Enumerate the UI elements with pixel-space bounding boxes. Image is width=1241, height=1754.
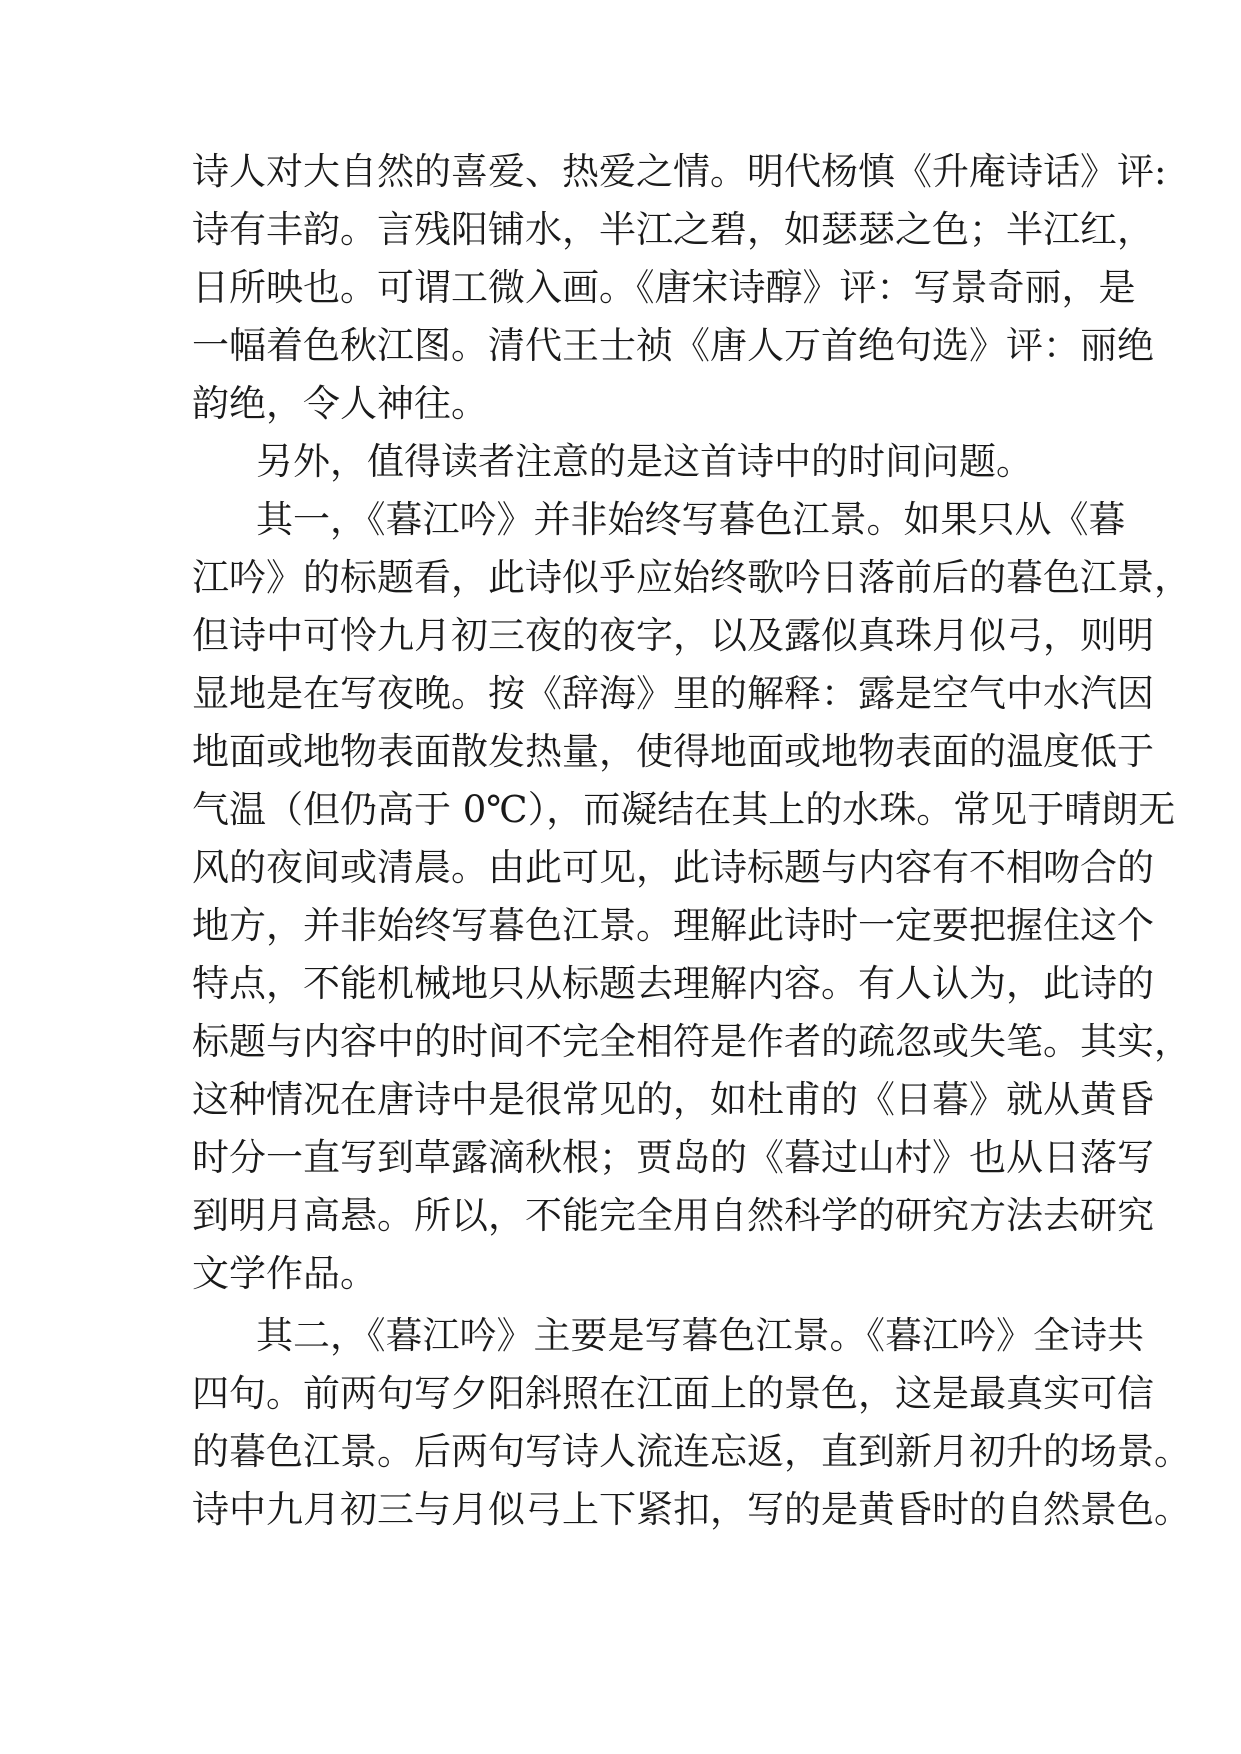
paragraph-first-line: 另外，值得读者注意的是这首诗中的时间问题。 (256, 440, 1033, 483)
text-line: 四句。前两句写夕阳斜照在江面上的景色，这是最真实可信 (192, 1372, 1154, 1415)
text-line: 江吟》的标题看，此诗似乎应始终歌吟日落前后的暮色江景， (192, 556, 1191, 599)
text-line: 一幅着色秋江图。清代王士祯《唐人万首绝句选》评：丽绝 (192, 324, 1154, 367)
text-line: 文学作品。 (192, 1252, 377, 1295)
text-line: 诗有丰韵。言残阳铺水，半江之碧，如瑟瑟之色；半江红， (192, 208, 1154, 251)
text-line: 地方，并非始终写暮色江景。理解此诗时一定要把握住这个 (192, 904, 1154, 947)
text-line: 诗中九月初三与月似弓上下紧扣，写的是黄昏时的自然景色。 (192, 1488, 1191, 1531)
text-line: 特点，不能机械地只从标题去理解内容。有人认为，此诗的 (192, 962, 1154, 1005)
text-line: 标题与内容中的时间不完全相符是作者的疏忽或失笔。其实， (192, 1020, 1191, 1063)
text-line: 诗人对大自然的喜爱、热爱之情。明代杨慎《升庵诗话》评: (192, 150, 1167, 193)
text-line: 到明月高悬。所以，不能完全用自然科学的研究方法去研究 (192, 1194, 1154, 1237)
text-line: 时分一直写到草露滴秋根；贾岛的《暮过山村》也从日落写 (192, 1136, 1154, 1179)
text-line: 显地是在写夜晚。按《辞海》里的解释：露是空气中水汽因 (192, 672, 1154, 715)
text-line: 气温（但仍高于 0℃），而凝结在其上的水珠。常见于晴朗无 (192, 788, 1176, 831)
text-line: 地面或地物表面散发热量，使得地面或地物表面的温度低于 (192, 730, 1154, 773)
text-line: 风的夜间或清晨。由此可见，此诗标题与内容有不相吻合的 (192, 846, 1154, 889)
text-line: 但诗中可怜九月初三夜的夜字，以及露似真珠月似弓，则明 (192, 614, 1154, 657)
text-line: 日所映也。可谓工微入画。《唐宋诗醇》评：写景奇丽，是 (192, 266, 1136, 309)
paragraph-first-line: 其二，《暮江吟》主要是写暮色江景。《暮江吟》全诗共 (256, 1314, 1144, 1357)
text-line: 这种情况在唐诗中是很常见的，如杜甫的《日暮》就从黄昏 (192, 1078, 1154, 1121)
paragraph-first-line: 其一，《暮江吟》并非始终写暮色江景。如果只从《暮 (256, 498, 1126, 541)
text-line: 的暮色江景。后两句写诗人流连忘返，直到新月初升的场景。 (192, 1430, 1191, 1473)
text-line: 韵绝，令人神往。 (192, 382, 488, 425)
